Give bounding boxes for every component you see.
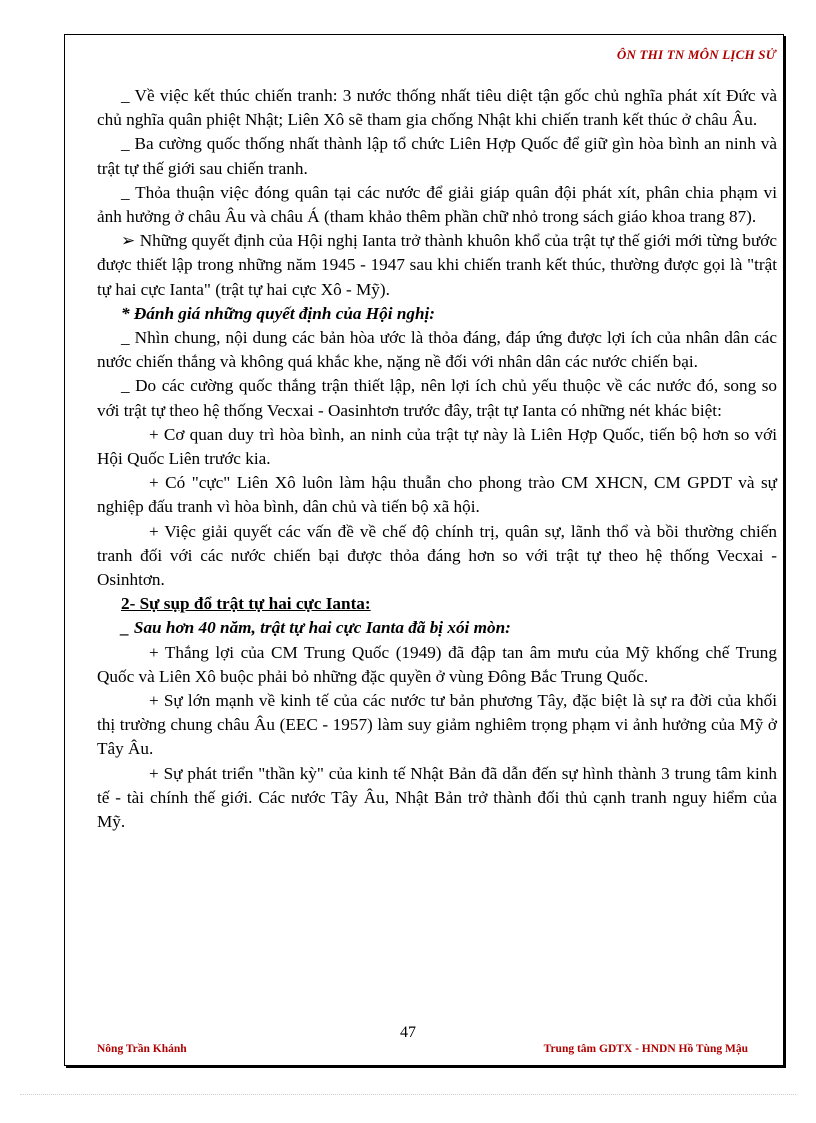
arrow-paragraph: ➢ Những quyết định của Hội nghị Ianta trở thành khuôn khổ của trật tự thế giới mới từng bước được thiết lập trong những năm 1945 - 1947 sau khi chiến tranh kết thúc, thường được gọi là "trật tự hai cực Ianta" (trật tự hai cực Xô - Mỹ).: [97, 231, 777, 299]
bullet-paragraph: + Thắng lợi của CM Trung Quốc (1949) đã đập tan âm mưu của Mỹ khống chế Trung Quốc và Liên Xô buộc phải bỏ những đặc quyền ở vùng Đông Bắc Trung Quốc.: [97, 642, 777, 686]
section-heading: 2- Sự sụp đổ trật tự hai cực Ianta:: [121, 594, 371, 614]
footer-center: Trung tâm GDTX - HNDN Hồ Tùng Mậu: [543, 1043, 748, 1055]
paragraph: _ Thỏa thuận việc đóng quân tại các nước để giải giáp quân đội phát xít, phân chia phạm vi ảnh hưởng ở châu Âu và châu Á (tham khảo thêm phần chữ nhỏ trong sách giáo khoa trang 87).: [97, 182, 777, 227]
footer-author: Nông Trần Khánh: [97, 1043, 187, 1055]
page-separator: [20, 1094, 796, 1095]
bullet-paragraph: + Sự lớn mạnh về kinh tế của các nước tư bản phương Tây, đặc biệt là sự ra đời của khối thị trường chung châu Âu (EEC - 1957) làm suy giảm nghiêm trọng phạm vi ảnh hưởng của Mỹ ở Tây Âu.: [97, 691, 777, 759]
subheading-evaluation: * Đánh giá những quyết định của Hội nghị:: [121, 303, 436, 323]
bullet-paragraph: + Có "cực" Liên Xô luôn làm hậu thuẫn cho phong trào CM XHCN, CM GPDT và sự nghiệp đấu tranh vì hòa bình, dân chủ và tiến bộ xã hội.: [97, 473, 777, 517]
document-body: [97, 84, 777, 834]
bullet-paragraph: + Sự phát triển "thần kỳ" của kinh tế Nhật Bản đã dẫn đến sự hình thành 3 trung tâm kinh tế - tài chính thế giới. Các nước Tây Âu, Nhật Bản trở thành đối thủ cạnh tranh nguy hiểm của Mỹ.: [97, 763, 777, 832]
paragraph: _ Ba cường quốc thống nhất thành lập tổ chức Liên Hợp Quốc để giữ gìn hòa bình an ninh và trật tự thế giới sau chiến tranh.: [97, 134, 777, 178]
paragraph: _ Do các cường quốc thắng trận thiết lập, nên lợi ích chủ yếu thuộc về các nước đó, song so với trật tự theo hệ thống Vecxai - Oasinhtơn trước đây, trật tự Ianta có những nét khác biệt:: [97, 376, 777, 420]
page-number: 47: [400, 1024, 416, 1041]
bullet-paragraph: + Cơ quan duy trì hòa bình, an ninh của trật tự này là Liên Hợp Quốc, tiến bộ hơn so với Hội Quốc Liên trước kia.: [97, 424, 777, 469]
subheading-erosion: _ Sau hơn 40 năm, trật tự hai cực Ianta đã bị xói mòn:: [121, 618, 511, 638]
page-header: ÔN THI TN MÔN LỊCH SỬ: [616, 47, 776, 62]
paragraph: _ Nhìn chung, nội dung các bản hòa ước là thỏa đáng, đáp ứng được lợi ích của nhân dân các nước chiến thắng và không quá khắc khe, nặng nề đối với nhân dân các nước chiến bại.: [97, 328, 777, 372]
paragraph: _ Về việc kết thúc chiến tranh: 3 nước thống nhất tiêu diệt tận gốc chủ nghĩa phát xít Đức và chủ nghĩa quân phiệt Nhật; Liên Xô sẽ tham gia chống Nhật khi chiến tranh kết thúc ở châu Âu.: [97, 86, 777, 130]
bullet-paragraph: + Việc giải quyết các vấn đề về chế độ chính trị, quân sự, lãnh thổ và bồi thường chiến tranh đối với các nước chiến bại được thỏa đáng hơn so với trật tự theo hệ thống Vecxai - Osinhtơn.: [97, 521, 777, 590]
